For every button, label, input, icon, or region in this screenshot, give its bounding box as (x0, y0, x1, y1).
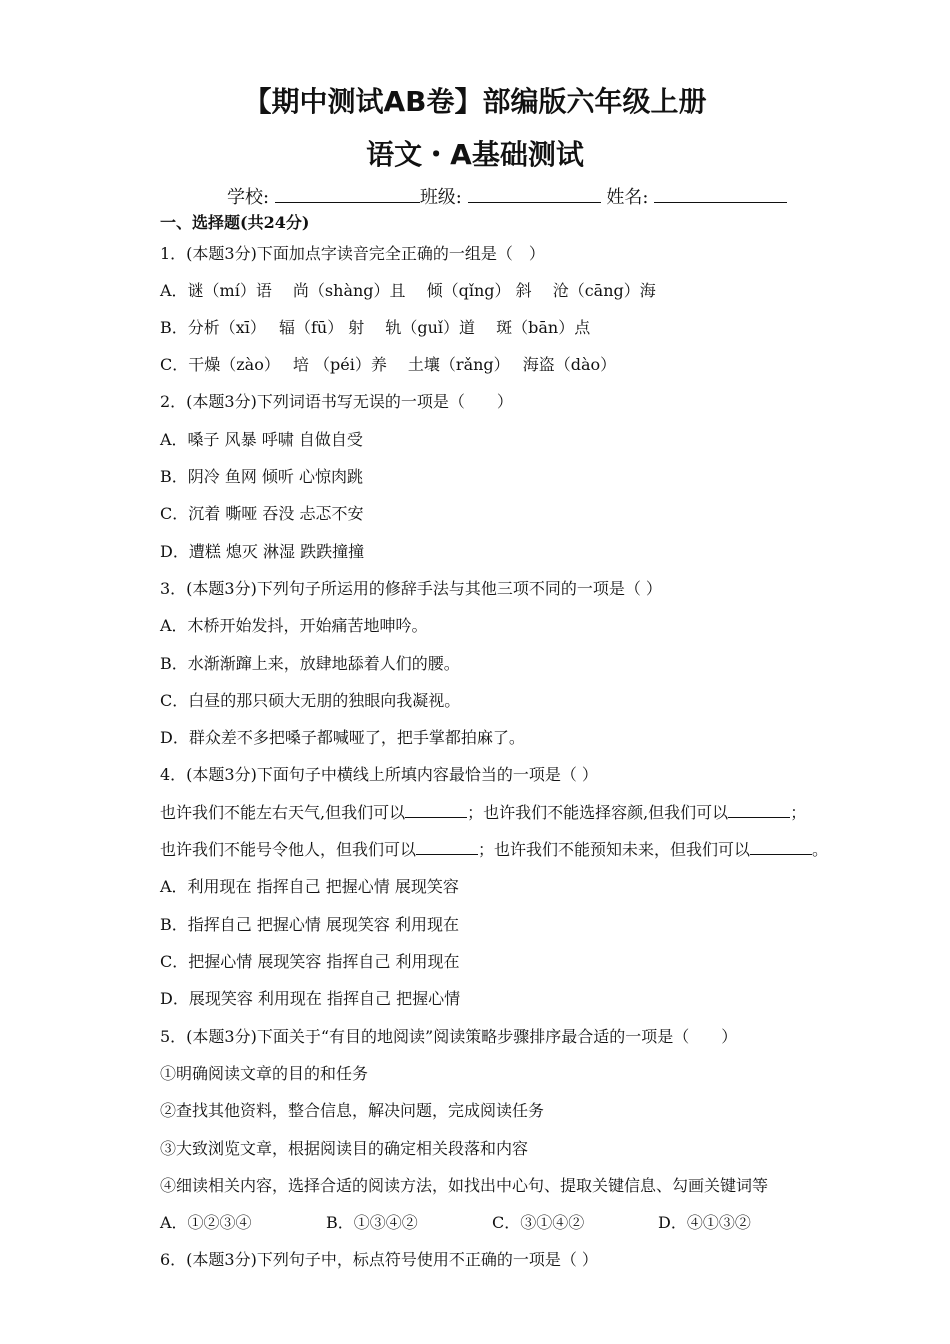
q3-stem: 3．(本题3分)下列句子所运用的修辞手法与其他三项不同的一项是（ ） (160, 579, 662, 598)
q1-option-b: B．分析（xī） 辐（fū） 射 轨（guǐ）道 斑（bān）点 (160, 318, 591, 337)
q5-stem: 5．(本题3分)下面关于“有目的地阅读”阅读策略步骤排序最合适的一项是（ ） (160, 1027, 738, 1046)
q2-stem: 2．(本题3分)下列词语书写无误的一项是（ ） (160, 392, 513, 411)
q4-s2-part-c: 。 (812, 840, 829, 859)
student-info-row (227, 183, 787, 209)
title-line-1: 【期中测试AB卷】部编版六年级上册 (243, 85, 707, 118)
section-heading: 一、选择题(共24分) (160, 213, 310, 232)
class-blank[interactable] (468, 185, 601, 203)
q4-sentence-2 (160, 840, 828, 860)
q5-step-2: ②查找其他资料，整合信息，解决问题，完成阅读任务 (160, 1101, 545, 1120)
q3-option-a: A．木桥开始发抖，开始痛苦地呻吟。 (160, 616, 428, 635)
q4-option-c: C．把握心情 展现笑容 指挥自己 利用现在 (160, 952, 460, 971)
q3-option-c: C．白昼的那只硕大无朋的独眼向我凝视。 (160, 691, 461, 710)
q4-option-d: D．展现笑容 利用现在 指挥自己 把握心情 (160, 989, 461, 1008)
q4-blank-2[interactable] (728, 803, 790, 818)
q1-option-c: C．干燥（zào） 培 （péi）养 土壤（rǎng） 海盗（dào） (160, 355, 617, 374)
q5-option-b: B．①③④② (326, 1213, 418, 1232)
name-blank[interactable] (654, 185, 787, 203)
q2-option-d: D．遭糕 熄灭 淋湿 跌跌撞撞 (160, 542, 365, 561)
q5-option-d: D．④①③② (658, 1213, 751, 1232)
class-label: 班级: (419, 187, 462, 208)
q4-blank-1[interactable] (405, 803, 467, 818)
q4-s1-part-b: ；也许我们不能选择容颜,但我们可以 (467, 803, 729, 822)
q1-stem: 1．(本题3分)下面加点字读音完全正确的一组是（ ） (160, 244, 545, 263)
q2-option-b: B．阴冷 鱼网 倾听 心惊肉跳 (160, 467, 364, 486)
q3-option-b: B．水渐渐蹿上来，放肆地舔着人们的腰。 (160, 654, 460, 673)
title-line-2: 语文・A基础测试 (366, 138, 584, 171)
q2-option-c: C．沉着 嘶哑 吞没 忐忑不安 (160, 504, 364, 523)
q5-options (160, 1213, 751, 1233)
school-blank[interactable] (275, 185, 420, 203)
q5-step-3: ③大致浏览文章，根据阅读目的确定相关段落和内容 (160, 1139, 529, 1158)
q4-sentence-1 (160, 803, 806, 823)
q5-option-c: C．③①④② (492, 1213, 585, 1232)
q5-option-a: A．①②③④ (160, 1213, 252, 1232)
q3-option-d: D．群众差不多把嗓子都喊哑了，把手掌都拍麻了。 (160, 728, 525, 747)
name-label: 姓名: (606, 187, 649, 208)
q4-blank-3[interactable] (416, 840, 478, 855)
q5-step-1: ①明确阅读文章的目的和任务 (160, 1064, 369, 1083)
q4-s1-part-a: 也许我们不能左右天气,但我们可以 (160, 803, 406, 822)
q4-s2-part-b: ；也许我们不能预知未来，但我们可以 (478, 840, 751, 859)
q4-s2-part-a: 也许我们不能号令他人，但我们可以 (160, 840, 417, 859)
q1-option-a: A．谜（mí）语 尚（shàng）且 倾（qǐng） 斜 沧（cāng）海 (160, 281, 656, 300)
q5-step-4: ④细读相关内容，选择合适的阅读方法，如找出中心句、提取关键信息、勾画关键词等 (160, 1176, 769, 1195)
q4-option-b: B．指挥自己 把握心情 展现笑容 利用现在 (160, 915, 460, 934)
q4-option-a: A．利用现在 指挥自己 把握心情 展现笑容 (160, 877, 459, 896)
q4-stem: 4．(本题3分)下面句子中横线上所填内容最恰当的一项是（ ） (160, 765, 598, 784)
q4-blank-4[interactable] (750, 840, 812, 855)
q6-stem: 6．(本题3分)下列句子中，标点符号使用不正确的一项是（ ） (160, 1250, 598, 1269)
q2-option-a: A．嗓子 风暴 呼啸 自做自受 (160, 430, 363, 449)
q4-s1-part-c: ； (790, 803, 807, 822)
school-label: 学校: (227, 187, 270, 208)
